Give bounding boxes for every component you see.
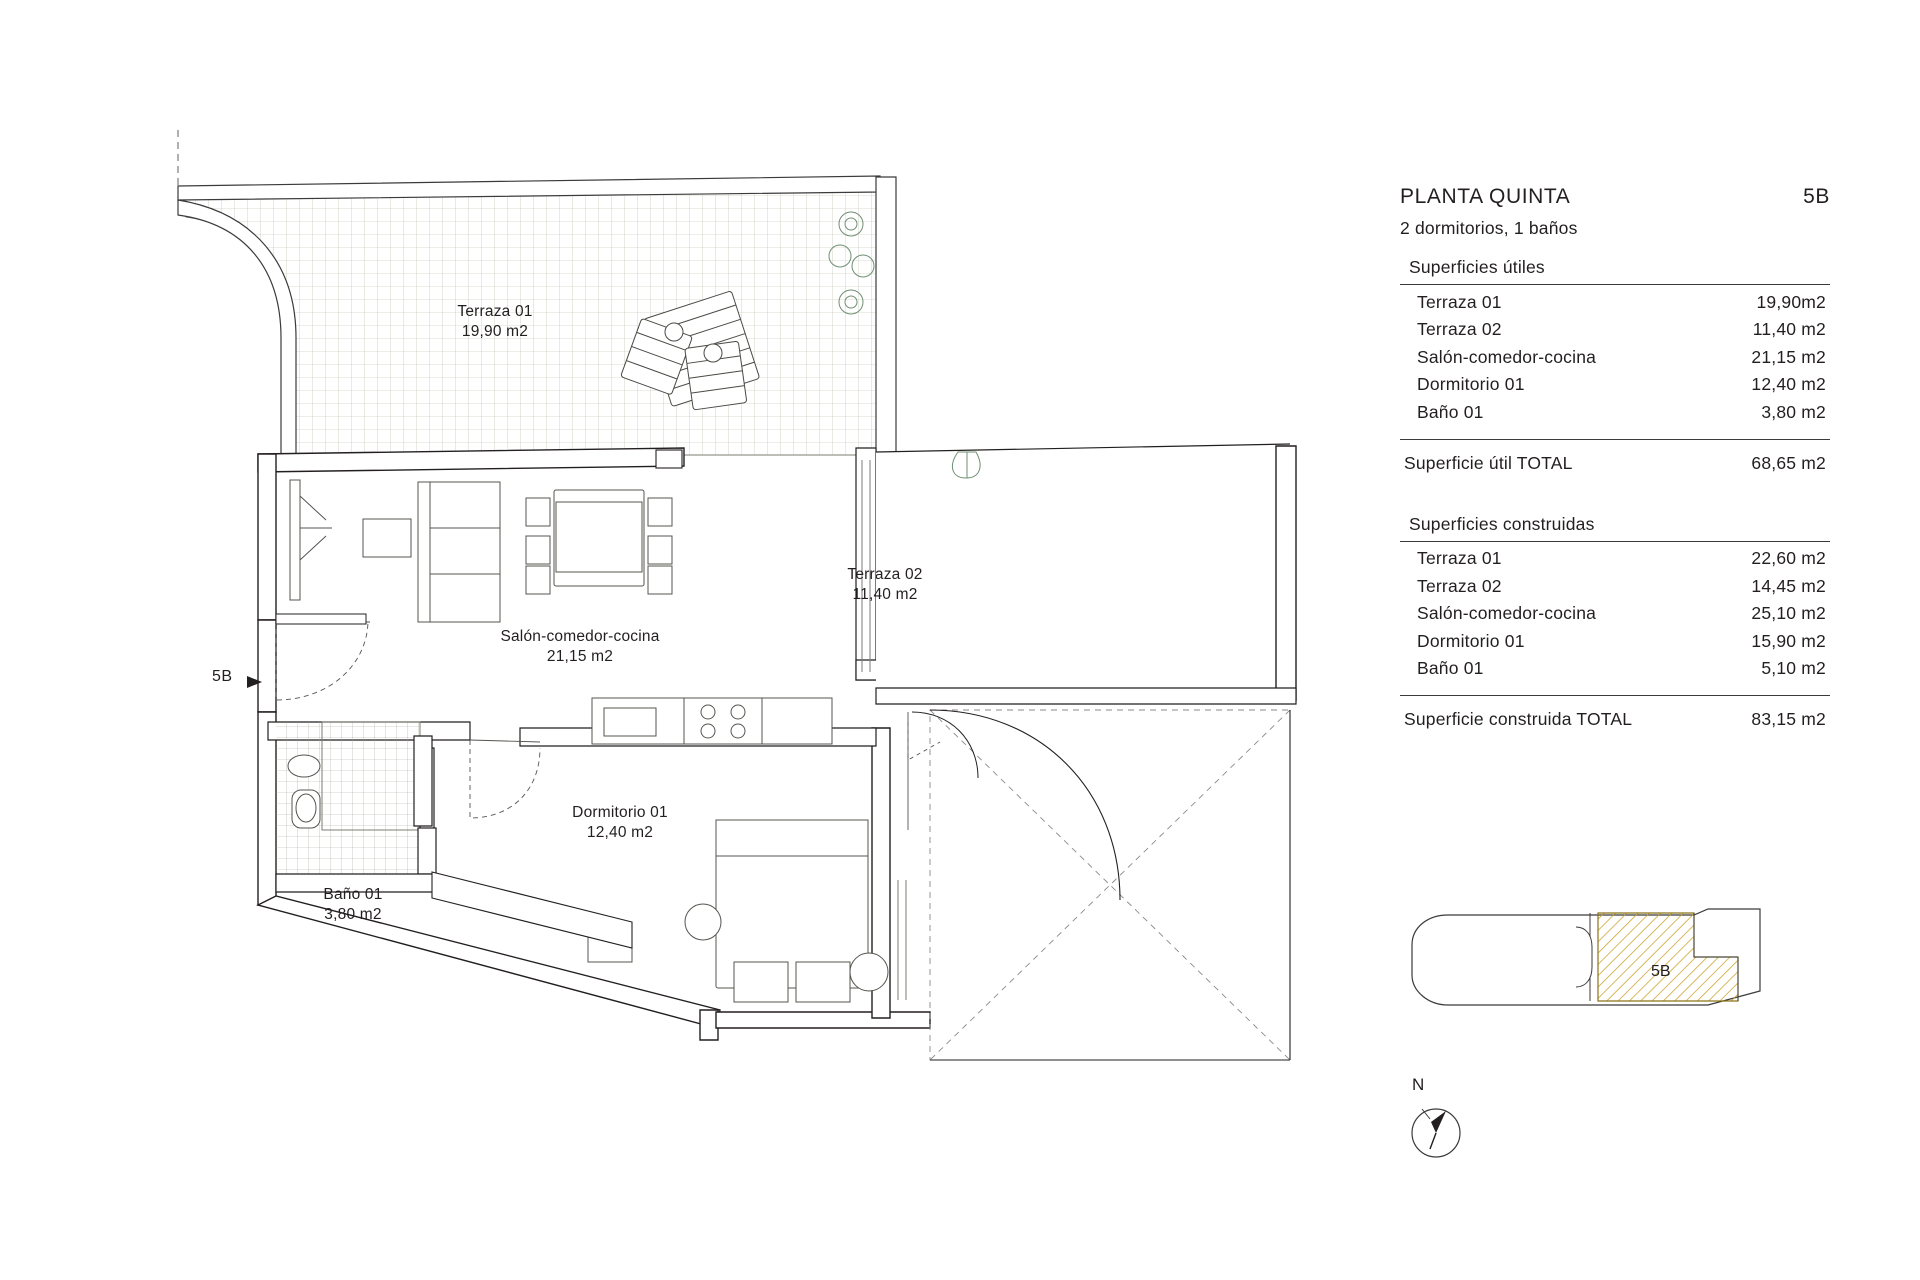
useful-total-row — [1400, 440, 1830, 474]
built-total-row — [1400, 696, 1830, 730]
key-plan-unit-label: 5B — [1651, 963, 1671, 980]
row-label: Terraza 02 — [1417, 575, 1502, 596]
row-label: Terraza 02 — [1417, 319, 1502, 339]
bedroom-wardrobe — [432, 872, 632, 948]
bathroom — [276, 722, 436, 892]
table-row — [1400, 340, 1830, 368]
row-label: Dormitorio 01 — [1417, 374, 1525, 394]
row-value: 15,90 m2 — [1751, 630, 1826, 651]
terrace-right-wall — [876, 177, 896, 470]
table-row — [1400, 368, 1830, 396]
row-value: 3,80 m2 — [1761, 401, 1826, 422]
row-label: Superficie útil TOTAL — [1404, 452, 1573, 473]
row-label: Salón-comedor-cocina — [1417, 603, 1597, 623]
spacer — [1400, 679, 1830, 689]
row-value: 83,15 m2 — [1751, 709, 1826, 729]
useful-areas-title: Superficies útiles — [1409, 257, 1545, 277]
key-plan — [1408, 905, 1808, 1055]
surface-info-panel — [1400, 185, 1830, 730]
terraza-02-area — [876, 444, 1296, 704]
room-name: Dormitorio 01 — [572, 804, 668, 821]
spacer — [1400, 423, 1830, 433]
table-row — [1400, 652, 1830, 680]
row-value: 12,40 m2 — [1751, 374, 1826, 394]
table-row — [1400, 542, 1830, 570]
room-area: 19,90 m2 — [461, 323, 529, 340]
roof-projection — [930, 710, 1290, 1060]
row-value: 68,65 m2 — [1751, 452, 1826, 473]
room-area: 11,40 m2 — [852, 586, 918, 603]
living-room-furniture — [290, 480, 672, 622]
table-row — [1400, 395, 1830, 423]
table-row — [1400, 313, 1830, 341]
table-row — [1400, 285, 1830, 313]
table-row — [1400, 624, 1830, 652]
unit-code: 5B — [1803, 185, 1830, 208]
row-value: 21,15 m2 — [1751, 346, 1826, 367]
room-name: Terraza 02 — [847, 566, 923, 583]
spacer — [1400, 474, 1830, 496]
room-area: 3,80 m2 — [324, 906, 382, 923]
floor-title: PLANTA QUINTA — [1400, 185, 1571, 208]
table-row — [1400, 569, 1830, 597]
row-value: 5,10 m2 — [1761, 658, 1826, 678]
room-area: 21,15 m2 — [546, 648, 614, 665]
terrace-top-wall — [178, 130, 880, 200]
north-compass — [1400, 1075, 1520, 1175]
room-name: Baño 01 — [323, 886, 383, 903]
compass-north-label: N — [1412, 1075, 1425, 1094]
row-label: Terraza 01 — [1417, 548, 1502, 568]
plan-unit-tag: 5B — [212, 668, 233, 685]
row-value: 25,10 m2 — [1751, 603, 1826, 623]
row-value: 14,45 m2 — [1751, 575, 1826, 596]
room-name: Salón-comedor-cocina — [500, 628, 660, 645]
hall-door-swing — [908, 712, 978, 830]
table-row — [1400, 597, 1830, 625]
built-areas-title: Superficies construidas — [1409, 513, 1595, 534]
row-value: 11,40 m2 — [1752, 319, 1826, 339]
room-name: Terraza 01 — [457, 303, 533, 320]
row-value: 22,60 m2 — [1751, 548, 1826, 568]
row-label: Superficie construida TOTAL — [1404, 709, 1633, 729]
row-label: Baño 01 — [1417, 401, 1484, 422]
room-area: 12,40 m2 — [586, 824, 654, 841]
row-label: Salón-comedor-cocina — [1417, 346, 1597, 367]
kitchen-furniture — [592, 698, 832, 744]
key-plan-svg — [1408, 905, 1808, 1055]
row-label: Terraza 01 — [1417, 291, 1502, 312]
unit-subtitle: 2 dormitorios, 1 baños — [1400, 218, 1578, 238]
entrance-door-swing — [276, 614, 370, 700]
panel-header — [1400, 185, 1830, 209]
bedroom-furniture — [588, 820, 888, 1002]
row-label: Dormitorio 01 — [1417, 630, 1525, 651]
row-value: 19,90m2 — [1756, 291, 1826, 312]
row-label: Baño 01 — [1417, 658, 1484, 678]
bathroom-door-swing — [470, 740, 540, 818]
